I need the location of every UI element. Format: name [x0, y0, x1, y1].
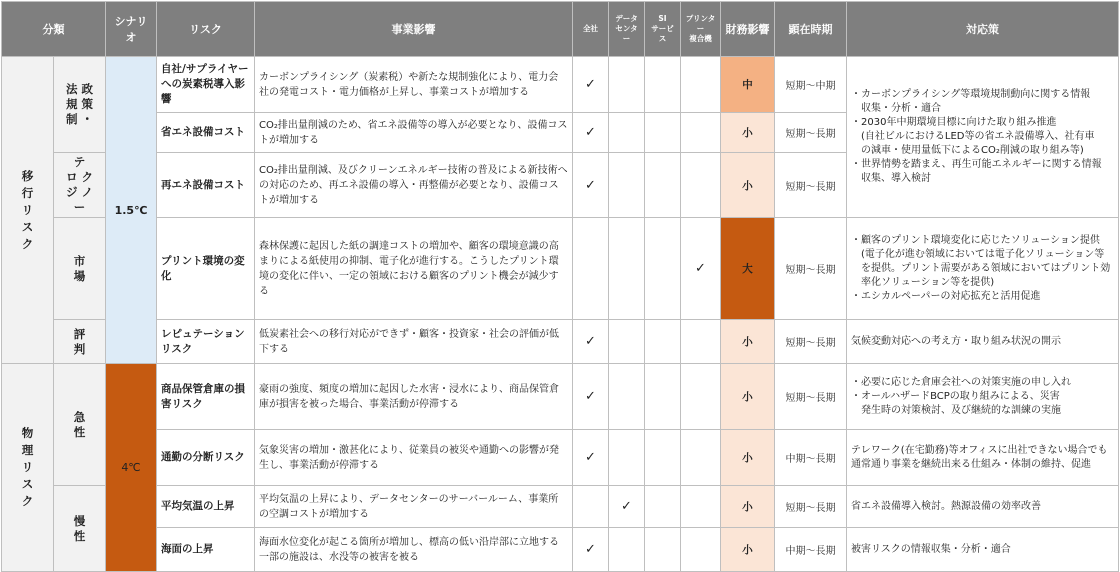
measures-warehouse [847, 364, 1119, 430]
impact-text: 海面水位変化が起こる箇所が増加し、標高の低い沿岸部に立地する一部の施設は、水没等の被害を被る [255, 528, 573, 572]
financial-impact: 小 [721, 153, 775, 218]
measure-line: (電子化が進む領域においては電子化ソリューション等 [851, 248, 1105, 260]
financial-impact: 小 [721, 486, 775, 528]
subcategory-tech-line: ロ ク [65, 170, 93, 184]
cell-si [645, 364, 681, 430]
subcategory-market [54, 218, 106, 320]
cell-printer [681, 364, 721, 430]
table-row [2, 364, 1119, 430]
financial-impact: 小 [721, 320, 775, 364]
scenario-transition: 1.5℃ [106, 57, 157, 364]
financial-impact: 小 [721, 528, 775, 572]
check-mark-all: ✓ [573, 153, 609, 218]
impact-text: カーボンプライシング（炭素税）や新たな規制強化により、電力会社の発電コスト・電力価格が上昇し、事業コストが増加する [255, 57, 573, 113]
cell-all [573, 486, 609, 528]
measure-line: を提供。プリント需要がある領域においてはプリント効 [851, 262, 1111, 274]
impact-text: 森林保護に起因した紙の調達コストの増加や、顧客の環境意識の高まりによる紙使用の抑制、電子化が進行する。こうしたプリント環境の変化に伴い、一定の領域における顧客のプリント機会が減少する [255, 218, 573, 320]
period: 短期～長期 [775, 113, 847, 153]
category-physical-char: 物 [21, 426, 34, 440]
measures-market [847, 218, 1119, 320]
measure-line: 収集・分析・適合 [851, 103, 941, 114]
header-datacenter [609, 2, 645, 57]
measures-policy-tech [847, 57, 1119, 218]
period: 短期～長期 [775, 486, 847, 528]
risk-name: 省エネ設備コスト [157, 113, 255, 153]
financial-impact: 小 [721, 364, 775, 430]
risk-name: プリント環境の変化 [157, 218, 255, 320]
cell-all [573, 218, 609, 320]
cell-si [645, 218, 681, 320]
subcategory-policy [54, 57, 106, 153]
table-row [2, 218, 1119, 320]
subcategory-acute [54, 364, 106, 486]
period: 短期～長期 [775, 320, 847, 364]
measure-line: 発生時の対策検討、及び継続的な訓練の実施 [851, 404, 1061, 416]
cell-printer [681, 486, 721, 528]
subcategory-chronic [54, 486, 106, 572]
financial-impact: 小 [721, 113, 775, 153]
table-row [2, 430, 1119, 486]
subcategory-tech-line: テ [73, 155, 86, 169]
check-mark-all: ✓ [573, 113, 609, 153]
check-mark-printer: ✓ [681, 218, 721, 320]
risk-name: 商品保管倉庫の損害リスク [157, 364, 255, 430]
cell-si [645, 153, 681, 218]
risk-name: レピュテーションリスク [157, 320, 255, 364]
cell-printer [681, 113, 721, 153]
cell-datacenter [609, 153, 645, 218]
header-risk: リスク [157, 2, 255, 57]
cell-datacenter [609, 364, 645, 430]
check-mark-all: ✓ [573, 57, 609, 113]
header-datacenter-line2: センター [615, 24, 638, 43]
category-physical-char: リ [21, 460, 34, 474]
subcategory-tech [54, 153, 106, 218]
table-row [2, 486, 1119, 528]
cell-datacenter [609, 57, 645, 113]
measure-line: ・必要に応じた倉庫会社への対策実施の申し入れ [851, 376, 1071, 388]
subcategory-acute-line: 性 [73, 424, 86, 439]
risk-name: 平均気温の上昇 [157, 486, 255, 528]
cell-si [645, 430, 681, 486]
measure-line: ・顧客のプリント環境変化に応じたソリューション提供 [851, 234, 1100, 246]
period: 短期～長期 [775, 364, 847, 430]
measure-line: ・カーボンプライシング等環境規制動向に関する情報 [851, 89, 1091, 100]
header-printer-line1: プリンター [685, 14, 716, 33]
measure-line: の減車・使用量低下によるCO₂削減の取り組み等) [851, 145, 1084, 156]
subcategory-chronic-line: 性 [73, 528, 86, 543]
measure-line: (自社ビルにおけるLED等の省エネ設備導入、社有車 [851, 131, 1095, 142]
cell-printer [681, 528, 721, 572]
table-row [2, 320, 1119, 364]
header-category: 分類 [2, 2, 106, 57]
header-si-line2: サービス [651, 24, 674, 43]
cell-si [645, 57, 681, 113]
header-all: 全社 [573, 2, 609, 57]
category-transition-char: リ [21, 202, 34, 217]
subcategory-reputation-line: 判 [73, 341, 86, 356]
category-transition-char: 移 [21, 168, 34, 183]
risk-name: 海面の上昇 [157, 528, 255, 572]
subcategory-policy-line: 法 政 [65, 82, 93, 96]
subcategory-tech-line: ー [73, 200, 86, 214]
header-period: 顕在時期 [775, 2, 847, 57]
impact-text: 低炭素社会への移行対応ができず・顧客・投資家・社会の評価が低下する [255, 320, 573, 364]
cell-si [645, 486, 681, 528]
risk-name: 通勤の分断リスク [157, 430, 255, 486]
subcategory-policy-line: 規 策 [65, 97, 93, 111]
measures-commute: テレワーク(在宅勤務)等オフィスに出社できない場合でも通常通り事業を継続出来る仕組み・体制の維持、促進 [847, 430, 1119, 486]
measure-line: ・2030年中期環境目標に向けた取り組み推進 [851, 117, 1057, 128]
header-scenario: シナリオ [106, 2, 157, 57]
period: 短期～中期 [775, 57, 847, 113]
measure-line: 率化ソリューション等を提供) [851, 276, 995, 288]
cell-si [645, 113, 681, 153]
period: 短期～長期 [775, 153, 847, 218]
check-mark-datacenter: ✓ [609, 486, 645, 528]
subcategory-tech-line: ジ ノ [65, 185, 93, 199]
cell-printer [681, 153, 721, 218]
category-physical-char: ス [21, 477, 34, 491]
cell-printer [681, 320, 721, 364]
measure-line: ・エシカルペーパーの対応拡充と活用促進 [851, 290, 1041, 302]
subcategory-reputation-line: 評 [73, 326, 86, 341]
header-datacenter-line1: データ [615, 14, 638, 23]
subcategory-market-line: 市 [73, 253, 86, 268]
header-printer [681, 2, 721, 57]
cell-si [645, 320, 681, 364]
category-physical-char: ク [21, 494, 34, 508]
subcategory-market-line: 場 [73, 268, 86, 283]
cell-printer [681, 430, 721, 486]
measure-line: 収集、導入検討 [851, 173, 931, 184]
check-mark-all: ✓ [573, 528, 609, 572]
measure-line: ・世界情勢を踏まえ、再生可能エネルギーに関する情報 [851, 159, 1102, 170]
cell-datacenter [609, 218, 645, 320]
period: 中期～長期 [775, 528, 847, 572]
subcategory-chronic-line: 慢 [73, 513, 86, 528]
header-measures: 対応策 [847, 2, 1119, 57]
measures-temperature: 省エネ設備導入検討。熱源設備の効率改善 [847, 486, 1119, 528]
climate-risk-table [1, 1, 1119, 572]
header-si [645, 2, 681, 57]
subcategory-acute-line: 急 [73, 409, 86, 424]
header-impact: 事業影響 [255, 2, 573, 57]
check-mark-all: ✓ [573, 430, 609, 486]
header-printer-line2: 複合機 [689, 34, 712, 43]
category-physical-char: 理 [21, 443, 34, 457]
measures-sea-level: 被害リスクの情報収集・分析・適合 [847, 528, 1119, 572]
financial-impact: 小 [721, 430, 775, 486]
cell-datacenter [609, 113, 645, 153]
risk-name: 再エネ設備コスト [157, 153, 255, 218]
cell-printer [681, 57, 721, 113]
measures-reputation: 気候変動対応への考え方・取り組み状況の開示 [847, 320, 1119, 364]
category-transition [2, 57, 54, 364]
impact-text: 気象災害の増加・激甚化により、従業員の被災や通勤への影響が発生し、事業活動が停滞する [255, 430, 573, 486]
measure-line: ・オールハザードBCPの取り組みによる、災害 [851, 390, 1060, 402]
table-row [2, 57, 1119, 113]
cell-datacenter [609, 528, 645, 572]
category-transition-char: ク [21, 236, 34, 251]
period: 短期～長期 [775, 218, 847, 320]
risk-name: 自社/サプライヤーへの炭素税導入影響 [157, 57, 255, 113]
subcategory-reputation [54, 320, 106, 364]
scenario-physical: 4℃ [106, 364, 157, 572]
table-row [2, 528, 1119, 572]
impact-text: 豪雨の強度、頻度の増加に起因した水害・浸水により、商品保管倉庫が損害を被った場合、事業活動が停滞する [255, 364, 573, 430]
category-transition-char: 行 [21, 185, 34, 200]
impact-text: CO₂排出量削減のため、省エネ設備等の導入が必要となり、設備コストが増加する [255, 113, 573, 153]
impact-text: 平均気温の上昇により、データセンターのサーバールーム、事業所の空調コストが増加する [255, 486, 573, 528]
header-financial: 財務影響 [721, 2, 775, 57]
category-physical [2, 364, 54, 572]
financial-impact: 中 [721, 57, 775, 113]
check-mark-all: ✓ [573, 320, 609, 364]
header-row [2, 2, 1119, 57]
subcategory-policy-line: 制 ・ [65, 112, 93, 126]
check-mark-all: ✓ [573, 364, 609, 430]
financial-impact: 大 [721, 218, 775, 320]
cell-si [645, 528, 681, 572]
period: 中期～長期 [775, 430, 847, 486]
impact-text: CO₂排出量削減、及びクリーンエネルギー技術の普及による新技術への対応のため、再エネ設備の導入・再整備が必要となり、設備コストが増加する [255, 153, 573, 218]
category-transition-char: ス [21, 219, 34, 234]
cell-datacenter [609, 430, 645, 486]
header-si-line1: SI [658, 14, 667, 23]
cell-datacenter [609, 320, 645, 364]
